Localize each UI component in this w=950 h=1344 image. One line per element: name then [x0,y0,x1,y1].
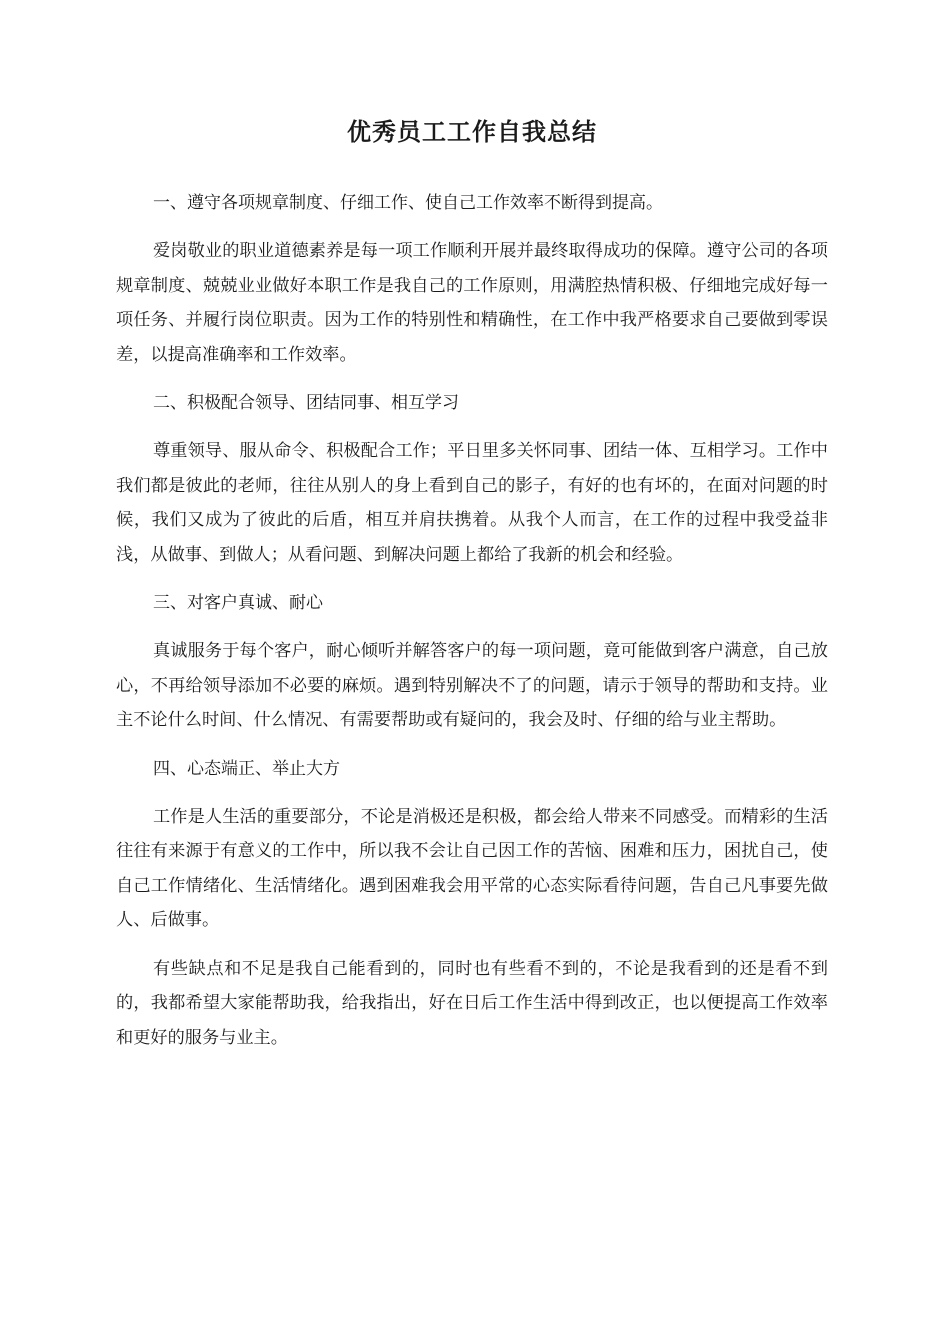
section-3-paragraph: 真诚服务于每个客户，耐心倾听并解答客户的每一项问题，竟可能做到客户满意，自己放心，不再给领导添加不必要的麻烦。遇到特别解决不了的问题，请示于领导的帮助和支持。业主不论什么时间、什么情况、有需要帮助或有疑问的，我会及时、仔细的给与业主帮助。 [116,641,828,730]
section-3-heading: 三、对客户真诚、耐心 [153,593,323,613]
section-2-heading: 二、积极配合领导、团结同事、相互学习 [153,393,459,413]
closing-paragraph: 有些缺点和不足是我自己能看到的，同时也有些看不到的，不论是我看到的还是看不到的，我都希望大家能帮助我，给我指出，好在日后工作生活中得到改正，也以便提高工作效率和更好的服务与业主。 [116,958,828,1048]
section-1-heading: 一、遵守各项规章制度、仔细工作、使自己工作效率不断得到提高。 [153,193,663,213]
document-page [116,108,828,1055]
document-title: 优秀员工工作自我总结 [347,117,597,146]
section-2-paragraph: 尊重领导、服从命令、积极配合工作；平日里多关怀同事、团结一体、互相学习。工作中我们都是彼此的老师，往往从别人的身上看到自己的影子，有好的也有坏的，在面对问题的时候，我们又成为了彼此的后盾，相互并肩扶携着。从我个人而言，在工作的过程中我受益非浅，从做事、到做人；从看问题、到解决问题上都给了我新的机会和经验。 [116,441,828,565]
section-1-paragraph: 爱岗敬业的职业道德素养是每一项工作顺利开展并最终取得成功的保障。遵守公司的各项规章制度、兢兢业业做好本职工作是我自己的工作原则，用满腔热情积极、仔细地完成好每一项任务、并履行岗位职责。因为工作的特别性和精确性，在工作中我严格要求自己要做到零误差，以提高准确率和工作效率。 [116,241,828,365]
section-4-paragraph: 工作是人生活的重要部分，不论是消极还是积极，都会给人带来不同感受。而精彩的生活往往有来源于有意义的工作中，所以我不会让自己因工作的苦恼、困难和压力，困扰自己，使自己工作情绪化、生活情绪化。遇到困难我会用平常的心态实际看待问题，告自己凡事要先做人、后做事。 [116,806,828,930]
section-4-heading: 四、心态端正、举止大方 [153,758,340,779]
